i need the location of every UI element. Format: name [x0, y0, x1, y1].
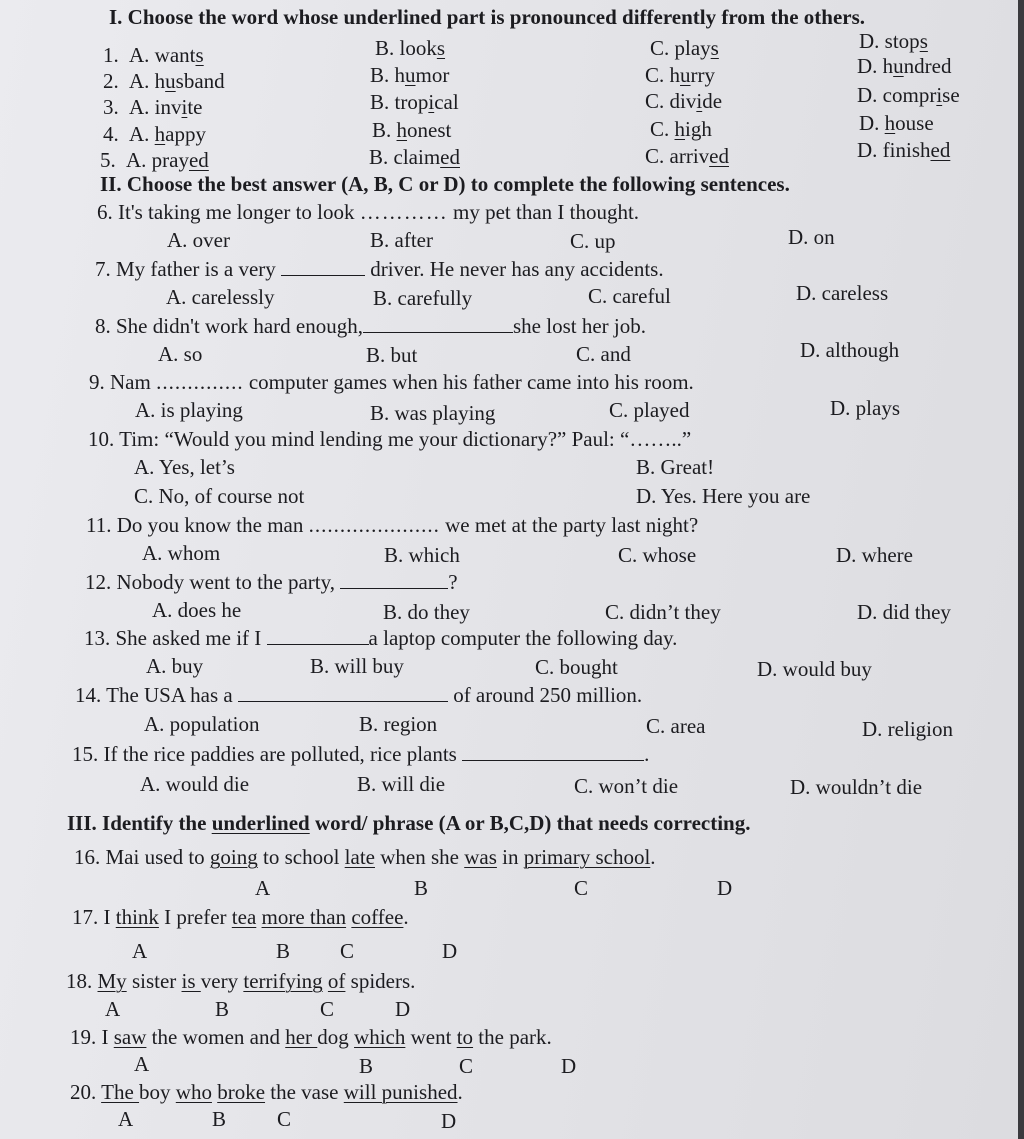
q14-option-c: C. area	[646, 714, 706, 738]
q12-option-c: C. didn’t they	[605, 600, 721, 624]
q18-letter-a: A	[105, 997, 121, 1021]
q9-option-c: C. played	[609, 398, 690, 422]
q14-stem: 14. The USA has a of around 250 million.	[75, 683, 643, 707]
q3-option-d: D. comprise	[857, 83, 960, 107]
q12-option-a: A. does he	[152, 598, 242, 622]
q1-number: 1.	[103, 43, 119, 67]
q6-option-c: C. up	[570, 229, 616, 253]
q13-option-d: D. would buy	[757, 657, 872, 681]
q14-option-d: D. religion	[862, 717, 953, 741]
q13-option-b: B. will buy	[310, 654, 404, 678]
q17-letter-b: B	[276, 939, 291, 963]
q1-option-a: A. wants	[129, 43, 204, 67]
q2-option-a: A. husband	[129, 69, 225, 93]
q10-option-d: D. Yes. Here you are	[636, 484, 811, 508]
q12-option-b: B. do they	[383, 600, 470, 624]
q17-letter-d: D	[442, 939, 458, 963]
q16-letter-b: B	[414, 876, 429, 900]
section-1-heading: I. Choose the word whose underlined part is pronounced differently from the others.	[109, 5, 866, 29]
q20-sentence: 20. The boy who broke the vase will punished.	[70, 1080, 463, 1104]
q3-number: 3.	[103, 95, 119, 119]
q16-sentence: 16. Mai used to going to school late when she was in primary school.	[74, 845, 656, 869]
q15-stem: 15. If the rice paddies are polluted, rice plants .	[72, 742, 650, 766]
q5-option-c: C. arrived	[645, 144, 729, 168]
q19-letter-a: A	[134, 1052, 150, 1076]
q8-option-c: C. and	[576, 342, 631, 366]
q7-option-a: A. carelessly	[166, 285, 275, 309]
q19-letter-d: D	[561, 1054, 577, 1078]
q10-option-a: A. Yes, let’s	[134, 455, 235, 479]
q8-stem: 8. She didn't work hard enough, she lost her job.	[95, 314, 646, 338]
q9-option-b: B. was playing	[370, 401, 496, 425]
q19-letter-c: C	[459, 1054, 474, 1078]
q2-option-c: C. hurry	[645, 63, 716, 87]
q12-stem: 12. Nobody went to the party, ?	[85, 570, 458, 594]
q9-option-a: A. is playing	[135, 398, 243, 422]
q1-option-d: D. stops	[859, 29, 928, 53]
q13-option-a: A. buy	[146, 654, 204, 678]
q4-option-a: A. happy	[129, 122, 206, 146]
section-3-heading: III. Identify the underlined word/ phrase (A or B,C,D) that needs correcting.	[67, 811, 751, 835]
cropped-next-heading	[60, 1133, 160, 1139]
q4-option-d: D. house	[859, 111, 934, 135]
q17-sentence: 17. I think I prefer tea more than coffee.	[72, 905, 409, 929]
q20-letter-d: D	[441, 1109, 457, 1133]
q9-option-d: D. plays	[830, 396, 900, 420]
q2-option-b: B. humor	[370, 63, 450, 87]
q16-letter-d: D	[717, 876, 733, 900]
q11-option-d: D. where	[836, 543, 913, 567]
q15-option-a: A. would die	[140, 772, 250, 796]
q10-option-c: C. No, of course not	[134, 484, 305, 508]
q11-option-a: A. whom	[142, 541, 221, 565]
q11-option-c: C. whose	[618, 543, 697, 567]
section-2-heading: II. Choose the best answer (A, B, C or D) to complete the following sentences.	[100, 172, 790, 196]
q4-option-c: C. high	[650, 117, 712, 141]
q5-option-a: A. prayed	[126, 148, 209, 172]
q2-option-d: D. hundred	[857, 54, 952, 78]
q1-option-b: B. looks	[375, 36, 446, 60]
q20-letter-a: A	[118, 1107, 134, 1131]
q8-option-d: D. although	[800, 338, 900, 362]
page-edge-shadow	[1018, 0, 1024, 1139]
q8-option-b: B. but	[366, 343, 418, 367]
q3-option-b: B. tropical	[370, 90, 459, 114]
q8-option-a: A. so	[158, 342, 203, 366]
q4-option-b: B. honest	[372, 118, 452, 142]
q11-stem: 11. Do you know the man ..................... we met at the party last night?	[86, 513, 699, 537]
q19-sentence: 19. I saw the women and her dog which went to the park.	[70, 1025, 552, 1049]
q7-stem: 7. My father is a very driver. He never has any accidents.	[95, 257, 664, 281]
q14-option-a: A. population	[144, 712, 260, 736]
q5-number: 5.	[100, 148, 116, 172]
q6-option-b: B. after	[370, 228, 433, 252]
q12-option-d: D. did they	[857, 600, 951, 624]
q18-letter-b: B	[215, 997, 230, 1021]
q4-number: 4.	[103, 122, 119, 146]
q2-number: 2.	[103, 69, 119, 93]
q5-option-d: D. finished	[857, 138, 951, 162]
q18-letter-c: C	[320, 997, 335, 1021]
q10-stem: 10. Tim: “Would you mind lending me your dictionary?” Paul: “……..”	[88, 427, 692, 451]
q18-sentence: 18. My sister is very terrifying of spiders.	[66, 969, 416, 993]
q6-stem: 6. It's taking me longer to look ………… my pet than I thought.	[97, 200, 640, 224]
q10-option-b: B. Great!	[636, 455, 715, 479]
q7-option-c: C. careful	[588, 284, 671, 308]
q3-option-c: C. divide	[645, 89, 723, 113]
q11-option-b: B. which	[384, 543, 460, 567]
q15-option-b: B. will die	[357, 772, 446, 796]
q20-letter-b: B	[212, 1107, 227, 1131]
q5-option-b: B. claimed	[369, 145, 460, 169]
q19-letter-b: B	[359, 1054, 374, 1078]
q6-option-d: D. on	[788, 225, 835, 249]
q6-option-a: A. over	[167, 228, 230, 252]
q1-option-c: C. plays	[650, 36, 719, 60]
q20-letter-c: C	[277, 1107, 292, 1131]
q16-letter-c: C	[574, 876, 589, 900]
q17-letter-c: C	[340, 939, 355, 963]
q13-option-c: C. bought	[535, 655, 618, 679]
q14-option-b: B. region	[359, 712, 438, 736]
q7-option-d: D. careless	[796, 281, 889, 305]
q7-option-b: B. carefully	[373, 286, 473, 310]
q13-stem: 13. She asked me if I a laptop computer the following day.	[84, 626, 678, 650]
q9-stem: 9. Nam .............. computer games when his father came into his room.	[89, 370, 694, 394]
q15-option-d: D. wouldn’t die	[790, 775, 923, 799]
q18-letter-d: D	[395, 997, 411, 1021]
q15-option-c: C. won’t die	[574, 774, 679, 798]
q17-letter-a: A	[132, 939, 148, 963]
q3-option-a: A. invite	[129, 95, 203, 119]
q16-letter-a: A	[255, 876, 271, 900]
